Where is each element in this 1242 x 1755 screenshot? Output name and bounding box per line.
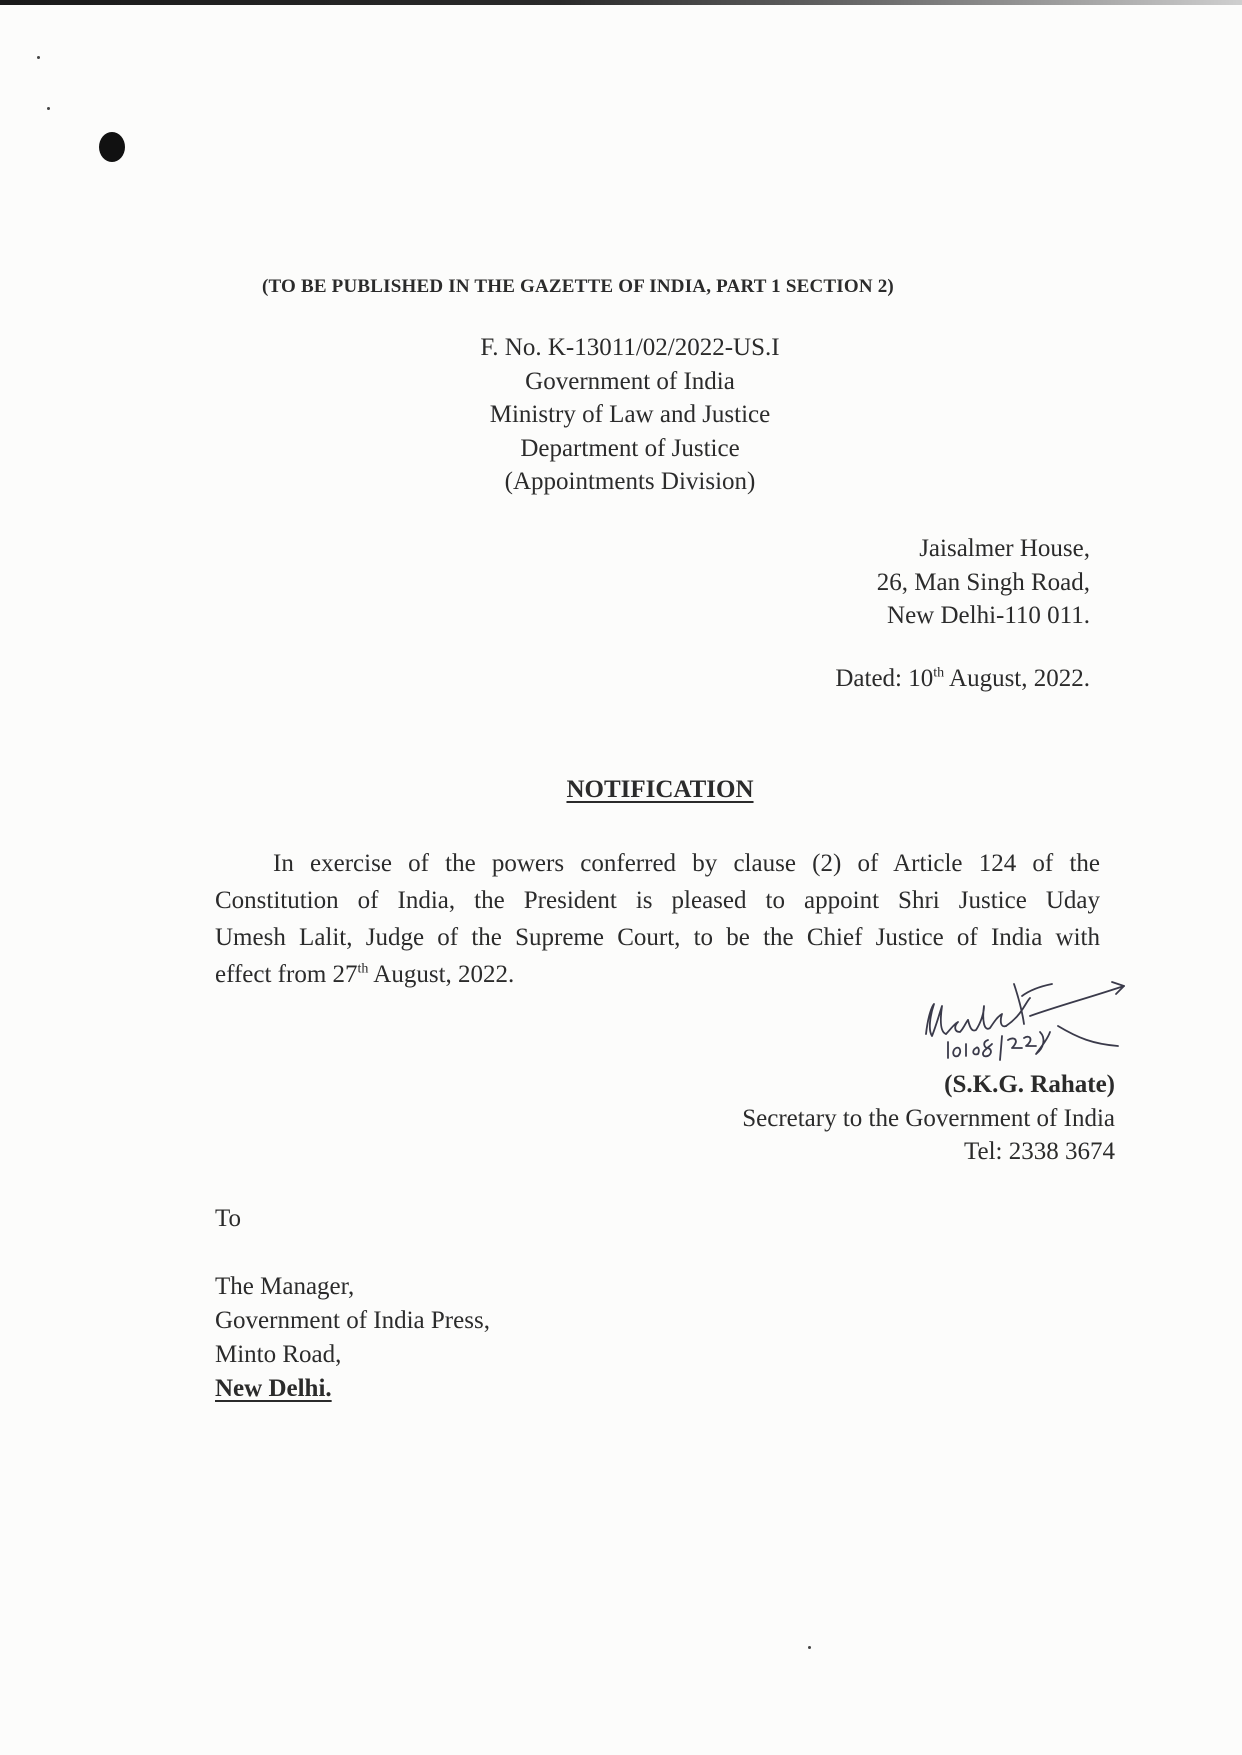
ministry-name: Ministry of Law and Justice	[489, 401, 771, 428]
government-name: Government of India	[525, 367, 735, 395]
issue-date	[700, 662, 1090, 695]
body-line: In exercise of the powers conferred by clause (2) of Article 124 of the	[273, 850, 1100, 877]
address-line: 26, Man Singh Road,	[876, 568, 1090, 596]
scan-speck	[37, 56, 40, 59]
date-rest: August, 2022.	[944, 665, 1090, 692]
punch-hole-mark	[99, 132, 125, 162]
body-line: Umesh Lalit, Judge of the Supreme Court, to be the Chief Justice of India with	[215, 924, 1100, 951]
date-prefix: Dated:	[835, 665, 909, 692]
scan-speck	[808, 1646, 811, 1649]
effect-day-suffix: th	[357, 961, 369, 977]
gazette-publication-note: (TO BE PUBLISHED IN THE GAZETTE OF INDIA, PART 1 SECTION 2)	[262, 276, 894, 297]
division-name: (Appointments Division)	[504, 468, 756, 495]
file-number: F. No. K-13011/02/2022-US.I	[480, 334, 780, 361]
recipient-address	[215, 1270, 490, 1406]
date-day-suffix: th	[933, 665, 945, 681]
address-line: Jaisalmer House,	[919, 535, 1090, 562]
office-address	[700, 532, 1090, 633]
recipient-city: New Delhi.	[215, 1375, 332, 1402]
recipient-line: Minto Road,	[215, 1341, 342, 1368]
signatory-designation: Secretary to the Government of India	[742, 1104, 1115, 1132]
body-line: Constitution of India, the President is pleased to appoint Shri Justice Uday	[215, 887, 1100, 914]
signatory-telephone: Tel: 2338 3674	[963, 1138, 1115, 1165]
notification-title: NOTIFICATION	[566, 776, 754, 803]
to-label: To	[215, 1205, 242, 1232]
recipient-line: The Manager,	[215, 1273, 355, 1300]
signatory-block	[660, 1068, 1115, 1169]
scan-speck	[47, 107, 50, 110]
recipient-line: Government of India Press,	[215, 1307, 490, 1334]
effect-rest: August, 2022.	[368, 961, 515, 988]
issuing-authority-block	[420, 331, 840, 499]
date-day: 10	[908, 665, 934, 692]
notification-body	[215, 845, 1100, 993]
scan-top-edge	[0, 0, 1242, 5]
signatory-name: (S.K.G. Rahate)	[944, 1071, 1115, 1098]
address-line: New Delhi-110 011.	[887, 602, 1090, 629]
department-name: Department of Justice	[520, 434, 740, 462]
effect-prefix: effect from 27	[215, 961, 358, 988]
